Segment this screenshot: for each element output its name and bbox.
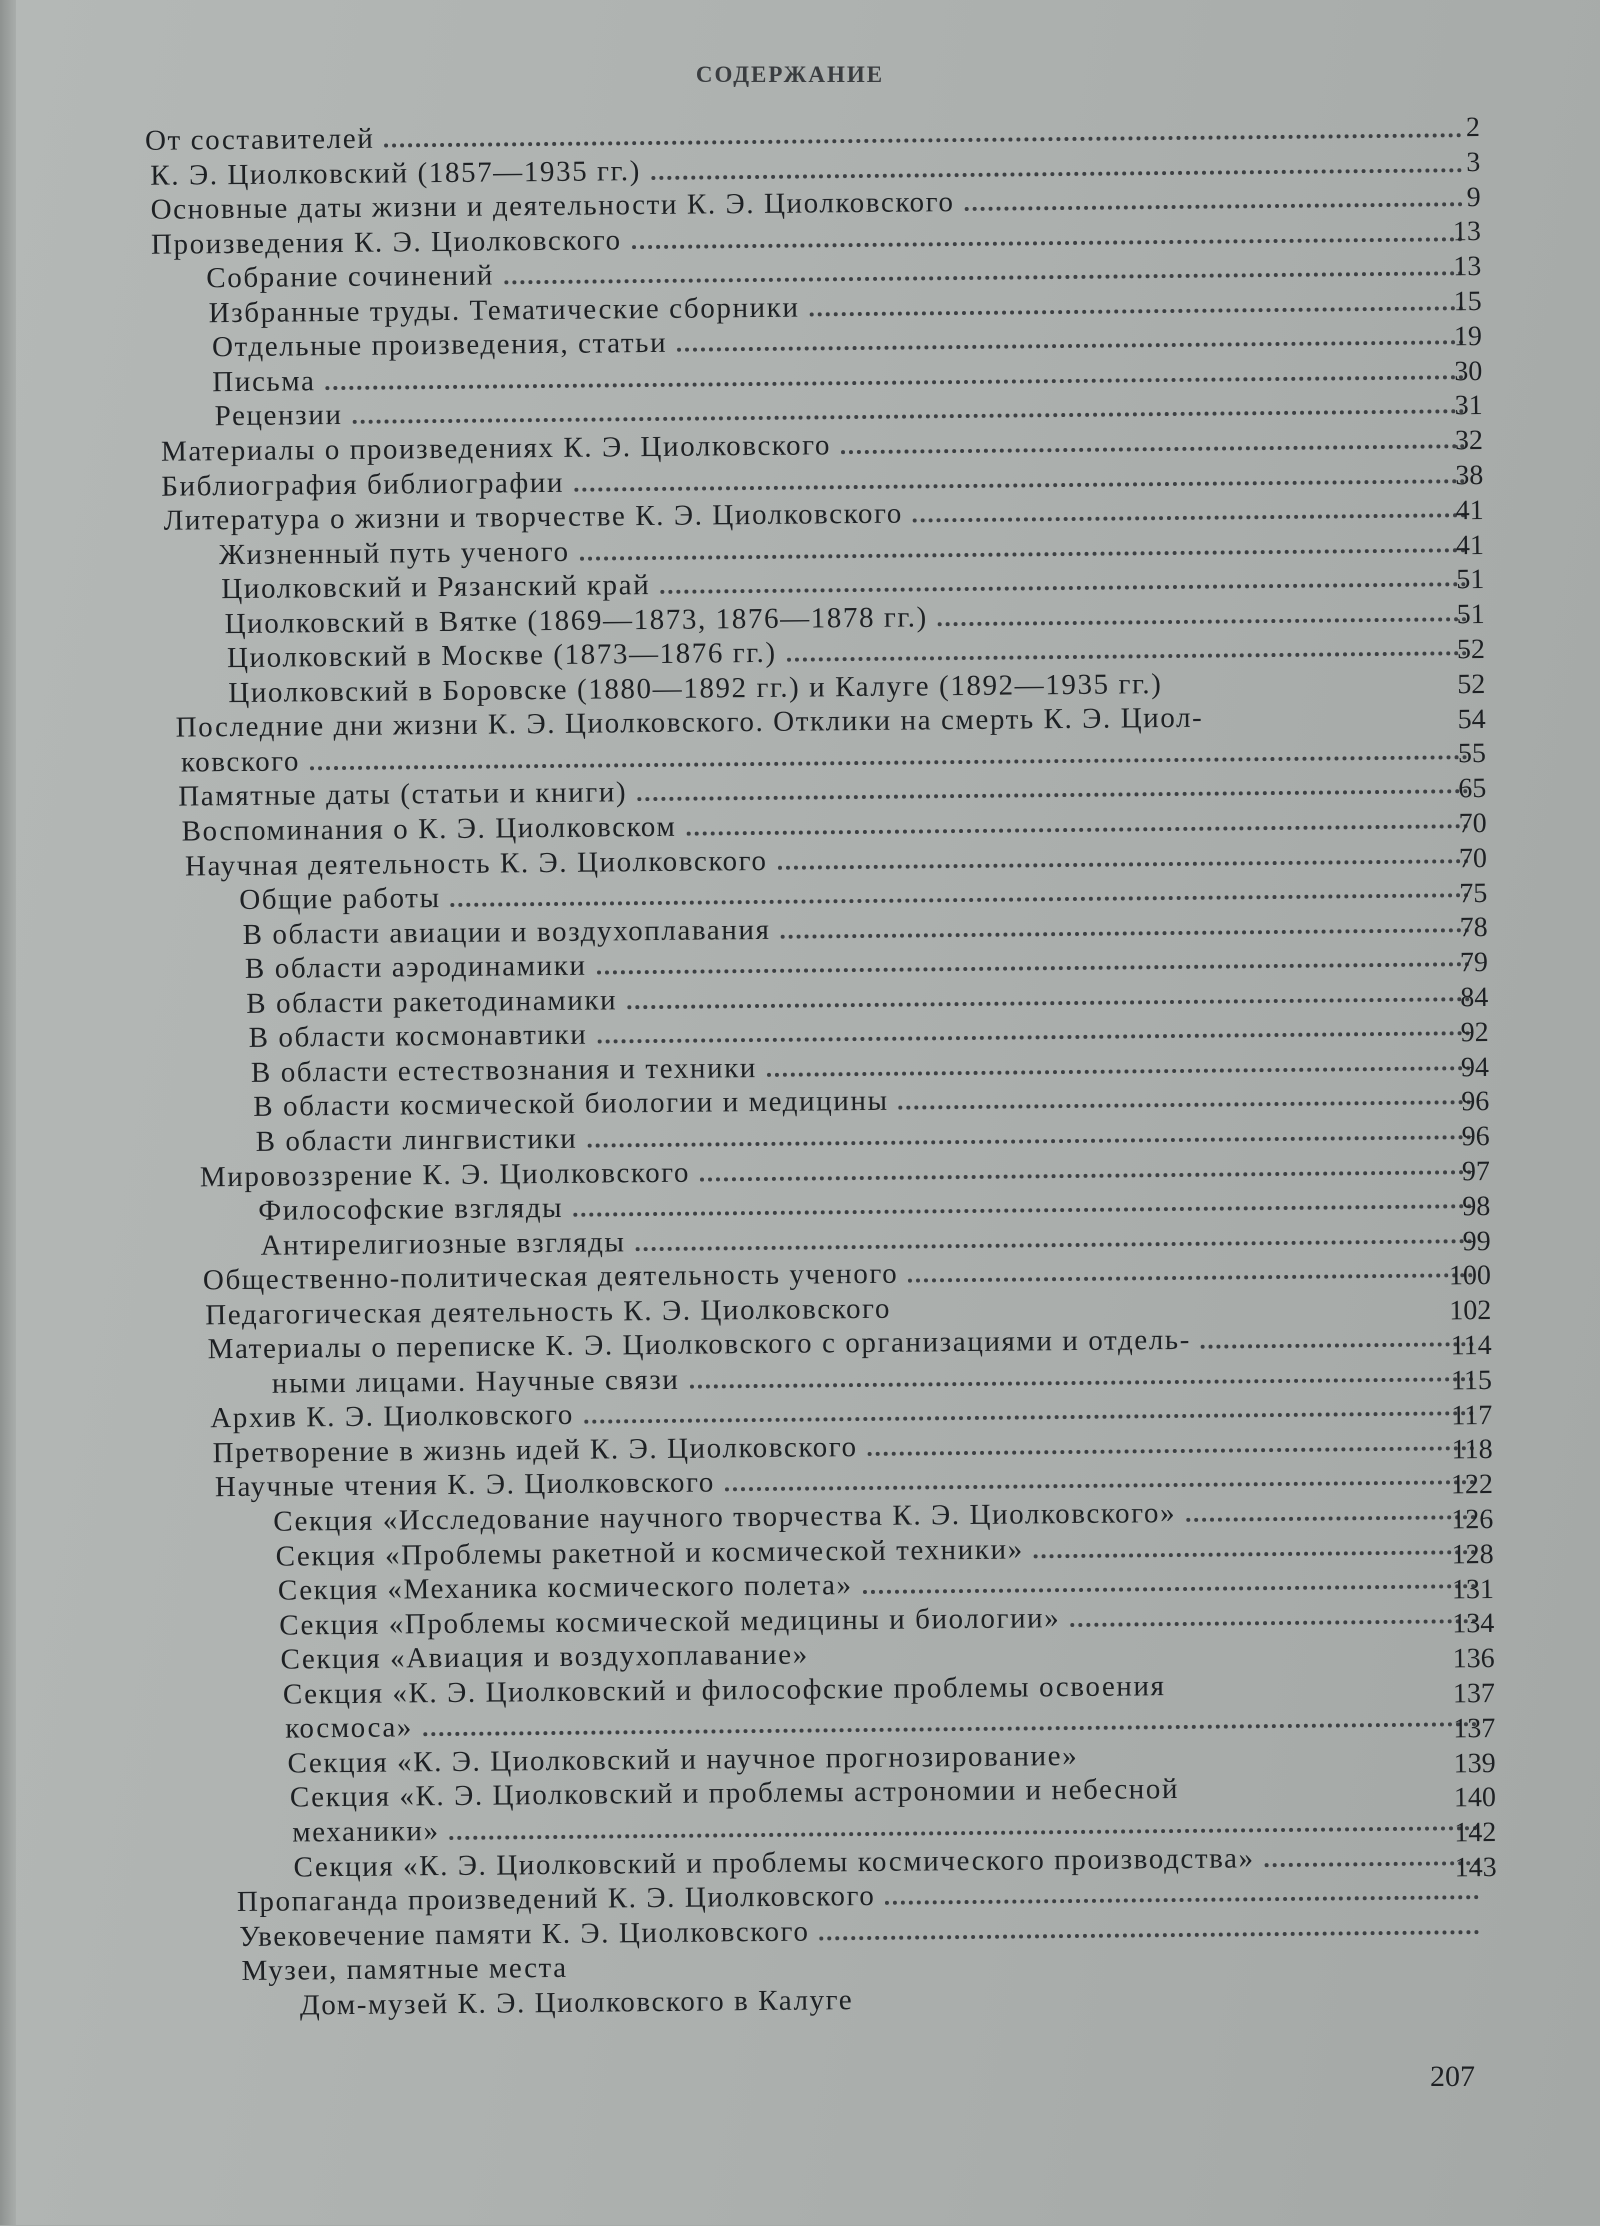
toc-entry-title: Собрание сочинений: [206, 259, 495, 295]
toc-entry-title: Общие работы: [239, 882, 441, 917]
toc-page-number: 117: [1451, 1399, 1493, 1431]
toc-entry-title: Материалы о произведениях К. Э. Циолковского: [160, 429, 832, 468]
toc-entry-title: В области космонавтики: [248, 1018, 588, 1055]
dot-leader: [632, 237, 1463, 249]
toc-entry-title: В области лингвистики: [255, 1122, 578, 1158]
toc-entry-title: В области ракетодинамики: [246, 984, 618, 1020]
dot-leader: [677, 341, 1464, 353]
toc-entry-title: Циолковский в Боровске (1880—1892 гг.) и Калуге (1892—1935 гг.): [228, 667, 1163, 709]
toc-page-number: 13: [1452, 216, 1482, 248]
toc-page-number: 142: [1454, 1817, 1497, 1849]
dot-leader: [651, 168, 1462, 180]
toc-page-number: 78: [1459, 912, 1488, 944]
toc-page-number: 128: [1451, 1538, 1494, 1571]
toc-page-number: 137: [1453, 1712, 1496, 1745]
toc-entry-title: Циолковский в Москве (1873—1876 гг.): [226, 637, 777, 675]
toc-page-number: 96: [1461, 1086, 1490, 1118]
toc-entry-title: Письма: [212, 365, 316, 399]
toc-entry-title: Научные чтения К. Э. Циолковского: [214, 1466, 716, 1504]
toc-page-number: 2: [1465, 112, 1481, 144]
toc-page-number: 114: [1450, 1329, 1492, 1362]
dot-leader: [578, 1968, 1480, 1977]
dot-leader: [938, 617, 1467, 626]
dot-leader: [913, 513, 1466, 522]
dot-leader: [384, 133, 1462, 147]
toc-entry-title: Рецензии: [214, 399, 343, 433]
dot-leader: [778, 859, 1469, 870]
dot-leader: [573, 1204, 1472, 1217]
dot-leader: [767, 1066, 1471, 1077]
toc-page-number: 51: [1456, 599, 1485, 631]
toc-entry-title: Претворение в жизнь идей К. Э. Циолковского: [212, 1430, 858, 1470]
dot-leader: [1088, 1761, 1477, 1765]
dot-leader: [504, 271, 1463, 284]
dot-leader: [423, 1722, 1477, 1736]
toc-entry-title: Антирелигиозные взгляды: [260, 1225, 626, 1262]
toc-entry-title: Циолковский и Рязанский край: [221, 569, 651, 606]
toc-page-number: 96: [1461, 1121, 1490, 1153]
toc-entry-title: К. Э. Циолковский (1857—1935 гг.): [150, 154, 642, 192]
toc-page-number: 65: [1458, 773, 1487, 805]
toc-page-number: 30: [1454, 355, 1483, 387]
toc-entry-title: Философские взгляды: [258, 1191, 564, 1227]
toc-page-number: 9: [1466, 181, 1481, 213]
dot-leader: [908, 1273, 1473, 1282]
toc-entry-title: Избранные труды. Тематические сборники: [208, 291, 800, 330]
toc-page-number: 3: [1466, 146, 1481, 178]
dot-leader: [810, 306, 1464, 316]
toc-entry-title: Литература о жизни и творчестве К. Э. Циолковского: [163, 497, 904, 537]
toc-page-number: 98: [1462, 1190, 1491, 1223]
toc-page-number: 19: [1453, 320, 1483, 353]
toc-entry-title: ными лицами. Научные связи: [271, 1363, 680, 1400]
dot-leader: [690, 1377, 1474, 1389]
toc-page-number: 122: [1450, 1469, 1494, 1501]
dot-leader: [901, 1312, 1473, 1317]
toc-entry-title: Основные даты жизни и деятельности К. Э. Циолковского: [150, 186, 955, 226]
dot-leader: [819, 1657, 1477, 1663]
dot-leader: [868, 1446, 1475, 1456]
toc-entry-title: Пропаганда произведений К. Э. Циолковского: [236, 1879, 876, 1919]
toc-entry-title: Циолковский в Вятке (1869—1873, 1876—1878 гг.): [224, 601, 928, 640]
toc-entry-title: Секция «Исследование научного творчества К. Э. Циолковского»: [273, 1497, 1177, 1538]
toc-page-number: 126: [1451, 1503, 1494, 1536]
toc-page-number: 55: [1457, 738, 1487, 770]
toc-entry-title: Музеи, памятные места: [241, 1952, 568, 1988]
toc-page-number: 15: [1453, 286, 1482, 318]
dot-leader: [700, 1170, 1472, 1181]
dot-leader: [863, 1584, 1476, 1594]
toc-entry-title: В области аэродинамики: [244, 949, 587, 986]
toc-entry-title: В области естествознания и техники: [250, 1051, 758, 1089]
toc-page-number: 100: [1448, 1260, 1492, 1292]
toc-entry-title: Жизненный путь ученого: [218, 535, 570, 571]
dot-leader: [820, 1930, 1480, 1940]
dot-leader: [841, 444, 1465, 454]
toc-page-number: 75: [1459, 877, 1488, 909]
toc-entry-title: Мировоззрение К. Э. Циолковского: [199, 1156, 691, 1193]
toc-entry-title: Отдельные произведения, статьи: [211, 327, 668, 364]
toc-entry-title: космоса»: [285, 1711, 414, 1745]
toc-entry-title: Библиография библиографии: [161, 466, 565, 503]
toc-page-number: 32: [1454, 425, 1484, 457]
toc-page-number: 139: [1453, 1747, 1496, 1779]
toc-page-number: 52: [1456, 634, 1486, 666]
toc-page-number: 51: [1456, 564, 1485, 596]
toc-page-number: 102: [1449, 1295, 1492, 1327]
toc-page-number: 140: [1453, 1782, 1497, 1814]
toc-entry-title: Общественно-политическая деятельность ученого: [202, 1257, 899, 1297]
toc-entry-title: Последние дни жизни К. Э. Циолковского. Отклики на смерть К. Э. Циол-: [175, 702, 1204, 744]
dot-leader: [787, 651, 1467, 662]
dot-leader: [326, 375, 1465, 390]
toc-page-number: 84: [1460, 982, 1489, 1014]
toc-entry-title: Дом-музей К. Э. Циолковского в Калуге: [299, 1983, 854, 2022]
toc-entry-title: Воспоминания о К. Э. Циолковском: [181, 810, 677, 848]
toc-page-number: 97: [1461, 1155, 1491, 1188]
toc-page-number: 115: [1450, 1364, 1493, 1397]
toc-entry-title: Увековечение памяти К. Э. Циолковского: [239, 1915, 810, 1953]
dot-leader: [686, 824, 1468, 836]
toc-entry-title: Секция «К. Э. Циолковский и проблемы космического производства»: [293, 1841, 1255, 1884]
toc-entry-title: ковского: [180, 745, 301, 779]
toc-page-number: 41: [1455, 529, 1485, 561]
dot-leader: [780, 928, 1469, 939]
toc-page-number: 92: [1460, 1016, 1489, 1049]
toc-entry-title: Секция «Механика космического полета»: [277, 1569, 853, 1607]
toc-entry-title: Секция «К. Э. Циолковский и философские проблемы освоения: [282, 1669, 1166, 1711]
dot-leader: [636, 1239, 1473, 1251]
toc-entry-title: От составителей: [144, 122, 375, 157]
toc-page-number: 70: [1458, 808, 1487, 840]
dot-leader: [1070, 1619, 1476, 1627]
dot-leader: [597, 962, 1470, 974]
toc-page-number: 99: [1462, 1225, 1491, 1257]
toc-entry-title: Материалы о переписке К. Э. Циолковского с организациями и отдель-: [207, 1324, 1192, 1366]
dot-leader: [597, 1031, 1470, 1043]
toc-page-number: 131: [1451, 1573, 1495, 1605]
toc-entry-title: механики»: [292, 1815, 440, 1849]
toc-page-number: 41: [1455, 494, 1484, 527]
dot-leader: [580, 548, 1466, 561]
dot-leader: [450, 1826, 1479, 1840]
toc-page-number: 118: [1451, 1434, 1493, 1466]
dot-leader: [310, 755, 1468, 770]
toc-page-number: 52: [1457, 668, 1486, 701]
dot-leader: [1034, 1550, 1476, 1558]
toc-page-number: 79: [1459, 947, 1489, 979]
dot-leader: [965, 202, 1463, 211]
page-folio-number: 207: [1430, 2060, 1475, 2093]
toc-page-number: 70: [1458, 842, 1488, 875]
dot-leader: [637, 790, 1468, 802]
dot-leader: [660, 582, 1466, 594]
toc-page-number: 31: [1454, 390, 1483, 422]
toc-entry-title: Секция «Проблемы ракетной и космической техники»: [275, 1533, 1024, 1573]
toc-page-number: 54: [1457, 703, 1486, 735]
toc-entry-title: Секция «Авиация и воздухоплавание»: [280, 1638, 809, 1676]
dot-leader: [353, 410, 1465, 425]
toc-entry-title: Секция «К. Э. Циолковский и научное прогнозирование»: [287, 1739, 1079, 1780]
toc-page-number: 137: [1452, 1677, 1496, 1710]
toc-entry-title: Секция «К. Э. Циолковский и проблемы астрономии и небесной: [289, 1773, 1180, 1814]
dot-leader: [574, 479, 1465, 492]
toc-page-number: 38: [1455, 460, 1484, 492]
toc-entry-title: Научная деятельность К. Э. Циолковского: [184, 844, 768, 883]
toc-entry-title: Памятные даты (статьи и книги): [178, 776, 628, 814]
dot-leader: [725, 1481, 1475, 1492]
dot-leader: [899, 1101, 1472, 1110]
toc-entry-title: Секция «Проблемы космической медицины и биологии»: [279, 1601, 1061, 1642]
toc-entry-title: Архив К. Э. Циолковского: [210, 1399, 575, 1435]
toc-page-number: 94: [1460, 1051, 1490, 1083]
page-title: СОДЕРЖАНИЕ: [695, 62, 885, 87]
dot-leader: [584, 1411, 1474, 1424]
toc-page-number: 136: [1452, 1643, 1495, 1675]
toc-page-number: 134: [1452, 1608, 1495, 1640]
toc-page-number: 13: [1453, 251, 1482, 283]
dot-leader: [587, 1135, 1471, 1147]
toc-entry-title: В области авиации и воздухоплавания: [242, 913, 771, 951]
dot-leader: [885, 1895, 1479, 1905]
toc-entry-title: В области космической биологии и медицины: [253, 1085, 889, 1124]
toc-page-number: 143: [1454, 1851, 1497, 1884]
dot-leader: [451, 893, 1470, 907]
toc-entry-title: Произведения К. Э. Циолковского: [150, 223, 622, 261]
toc-entry-title: Педагогическая деятельность К. Э. Циолковского: [205, 1292, 892, 1332]
dot-leader: [627, 997, 1470, 1009]
dot-leader: [863, 2003, 1480, 2009]
